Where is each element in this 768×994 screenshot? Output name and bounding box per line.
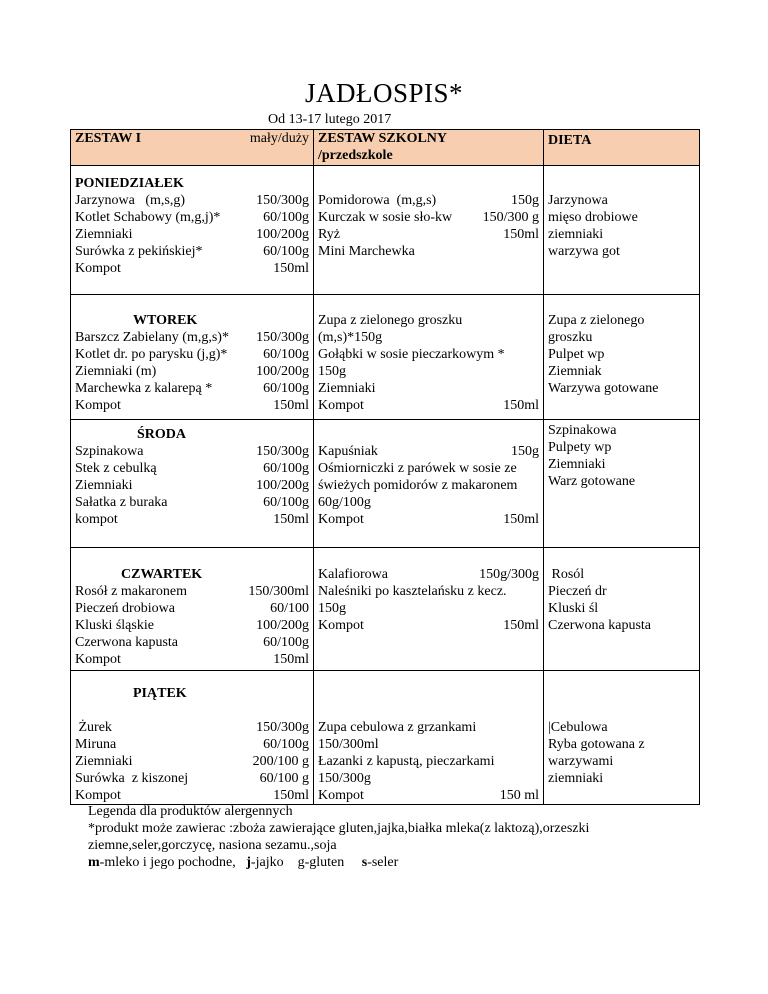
menu-item-name: Ziemniaki (m): [75, 364, 157, 379]
diet-item: ziemniaki: [548, 771, 604, 786]
menu-item-quantity: 60/100: [270, 601, 309, 616]
menu-item-name: Kompot: [318, 788, 364, 803]
szkolny-cell: [314, 295, 544, 420]
menu-item-name: Marchewka z kalarepą *: [75, 381, 213, 396]
szkolny-cell: [314, 671, 544, 805]
header-sizes: mały/duży: [249, 131, 309, 146]
legend-line-3: ziemne,seler,gorczycę, nasiona sezamu.,soja: [88, 838, 337, 853]
menu-item: [75, 243, 309, 260]
menu-item-quantity: 150g: [511, 444, 539, 459]
header-zestaw1-label: ZESTAW I: [75, 131, 142, 146]
menu-item: [318, 617, 539, 634]
menu-item-quantity: 150ml: [273, 261, 309, 276]
menu-item: [318, 209, 539, 226]
menu-item: [318, 312, 539, 329]
allergen-legend: [88, 803, 728, 871]
menu-item-quantity: 150ml: [503, 512, 539, 527]
diet-item: warzywa got: [548, 244, 620, 259]
diet-item: |Cebulowa: [548, 720, 608, 735]
menu-item-name: Ziemniaki: [75, 754, 133, 769]
menu-item-quantity: 150ml: [503, 227, 539, 242]
day-name: CZWARTEK: [121, 567, 203, 582]
menu-item-name: Miruna: [75, 737, 117, 752]
menu-item: [75, 651, 309, 668]
menu-item-name: Stek z cebulką: [75, 461, 157, 476]
menu-item-name: Kompot: [75, 788, 121, 803]
date-range: Od 13-17 lutego 2017: [268, 112, 392, 127]
menu-item-name: Kalafiorowa: [318, 567, 388, 582]
menu-item: [318, 346, 539, 363]
menu-item: [75, 494, 309, 511]
diet-item: Pulpety wp: [548, 440, 612, 455]
menu-item-name: Kotlet Schabowy (m,g,j)*: [75, 210, 221, 225]
legend-key-m: m: [88, 855, 100, 870]
menu-item-name: Naleśniki po kasztelańsku z kecz.: [318, 584, 507, 599]
menu-item-name: Kompot: [75, 261, 121, 276]
menu-item: [75, 787, 309, 804]
day-row: [71, 420, 700, 548]
menu-item-quantity: 200/100 g: [252, 754, 309, 769]
menu-item: [318, 494, 539, 511]
menu-item: [75, 226, 309, 243]
header-row: [71, 130, 700, 166]
menu-item-quantity: 150/300g: [256, 444, 309, 459]
menu-item-quantity: 60/100g: [263, 244, 309, 259]
menu-item-name: Surówka z pekińskiej*: [75, 244, 203, 259]
menu-item-quantity: 150g: [511, 193, 539, 208]
menu-item: [318, 736, 539, 753]
diet-item: ziemniaki: [548, 227, 604, 242]
menu-item-name: Jarzynowa (m,s,g): [75, 193, 186, 208]
zestaw1-cell: [71, 548, 314, 671]
menu-item-quantity: 150ml: [273, 652, 309, 667]
header-szkolny: [314, 130, 544, 166]
szkolny-cell: [314, 420, 544, 548]
diet-item: groszku: [548, 330, 593, 345]
menu-item-name: Pomidorowa (m,g,s): [318, 193, 437, 208]
menu-item: [318, 243, 539, 260]
menu-item-name: 150/300g: [318, 771, 371, 786]
menu-item: [75, 477, 309, 494]
diet-item: Czerwona kapusta: [548, 618, 652, 633]
legend-text-m: -mleko i jego pochodne,: [99, 855, 236, 870]
menu-item-name: Szpinakowa: [75, 444, 144, 459]
day-name: PIĄTEK: [133, 686, 187, 701]
zestaw1-cell: [71, 295, 314, 420]
menu-item: [318, 397, 539, 414]
menu-item-name: Mini Marchewka: [318, 244, 415, 259]
legend-line-2: *produkt może zawierac :zboża zawierające gluten,jajka,białka mleka(z laktozą),orzeszki: [88, 821, 590, 836]
diet-item: Ziemniaki: [548, 457, 606, 472]
menu-item: [318, 719, 539, 736]
menu-item-quantity: 150ml: [273, 788, 309, 803]
menu-item-quantity: 150ml: [273, 512, 309, 527]
menu-item: [75, 511, 309, 528]
menu-item-name: Łazanki z kapustą, pieczarkami: [318, 754, 495, 769]
diet-item: Zupa z zielonego: [548, 313, 645, 328]
menu-item: [75, 634, 309, 651]
menu-item: [75, 719, 309, 736]
spacer: [75, 702, 309, 719]
zestaw1-cell: [71, 166, 314, 295]
legend-keys: [88, 854, 728, 871]
menu-item-name: 150g: [318, 364, 346, 379]
menu-item-name: Kompot: [318, 512, 364, 527]
menu-item: [318, 600, 539, 617]
zestaw1-cell: [71, 420, 314, 548]
header-zestaw1: [71, 130, 314, 166]
menu-item: [75, 460, 309, 477]
menu-item: [318, 460, 539, 477]
menu-item-name: Ośmiorniczki z parówek w sosie ze: [318, 461, 517, 476]
legend-key-j: j: [246, 855, 251, 870]
szkolny-cell: [314, 548, 544, 671]
diet-item: mięso drobiowe: [548, 210, 638, 225]
diet-item: Ryba gotowana z: [548, 737, 645, 752]
menu-item-quantity: 100/200g: [256, 618, 309, 633]
menu-item-name: Kapuśniak: [318, 444, 378, 459]
day-name: PONIEDZIAŁEK: [75, 176, 184, 191]
menu-item: [318, 226, 539, 243]
diet-item: Szpinakowa: [548, 423, 617, 438]
menu-item-quantity: 150/300g: [256, 720, 309, 735]
day-name: ŚRODA: [137, 427, 187, 442]
menu-item-quantity: 60/100g: [263, 635, 309, 650]
menu-item-name: Pieczeń drobiowa: [75, 601, 175, 616]
legend-key-s: s: [361, 855, 368, 870]
menu-item: [318, 511, 539, 528]
menu-item: [318, 363, 539, 380]
menu-item-name: Kompot: [318, 398, 364, 413]
menu-item-name: Kompot: [318, 618, 364, 633]
menu-item-quantity: 60/100g: [263, 381, 309, 396]
day-row: [71, 548, 700, 671]
menu-item: [75, 753, 309, 770]
menu-item: [75, 346, 309, 363]
menu-item-name: Gołąbki w sosie pieczarkowym *: [318, 347, 505, 362]
menu-item-name: 150g: [318, 601, 346, 616]
menu-item-name: Ziemniaki: [75, 227, 133, 242]
header-szkolny-line2: /przedszkole: [318, 148, 393, 163]
legend-text-s: -seler: [367, 855, 399, 870]
menu-item-quantity: 60/100g: [263, 737, 309, 752]
dieta-cell: [544, 671, 700, 805]
menu-item-quantity: 150/300g: [256, 330, 309, 345]
menu-item-name: 150/300ml: [318, 737, 379, 752]
menu-item: [75, 770, 309, 787]
menu-item-quantity: 150g/300g: [479, 567, 539, 582]
menu-item: [75, 329, 309, 346]
menu-item-quantity: 60/100g: [263, 347, 309, 362]
diet-item: Kluski śl: [548, 601, 599, 616]
menu-item-quantity: 100/200g: [256, 364, 309, 379]
diet-item: Jarzynowa: [548, 193, 608, 208]
menu-table: [70, 129, 700, 805]
legend-title: Legenda dla produktów alergennych: [88, 804, 293, 819]
menu-item-name: Rosół z makaronem: [75, 584, 187, 599]
menu-item-quantity: 150/300 g: [482, 210, 539, 225]
menu-item: [318, 329, 539, 346]
dieta-cell: [544, 295, 700, 420]
menu-item-name: Ryż: [318, 227, 340, 242]
menu-item: [318, 443, 539, 460]
menu-item-name: Kluski śląskie: [75, 618, 154, 633]
menu-item-name: Ziemniaki: [318, 381, 376, 396]
menu-item: [75, 380, 309, 397]
menu-item: [318, 380, 539, 397]
menu-item-quantity: 60/100 g: [259, 771, 309, 786]
menu-item-quantity: 150/300g: [256, 193, 309, 208]
menu-item-quantity: 100/200g: [256, 227, 309, 242]
menu-item-quantity: 60/100g: [263, 461, 309, 476]
menu-item-name: Sałatka z buraka: [75, 495, 168, 510]
menu-item-quantity: 150/300ml: [248, 584, 309, 599]
menu-item-name: Zupa z zielonego groszku: [318, 313, 463, 328]
diet-item: Warz gotowane: [548, 474, 636, 489]
header-dieta-label: DIETA: [548, 133, 592, 148]
dieta-cell: [544, 166, 700, 295]
menu-item-name: Żurek: [75, 720, 112, 735]
menu-item: [75, 736, 309, 753]
menu-item-name: Kompot: [75, 652, 121, 667]
menu-item-name: Surówka z kiszonej: [75, 771, 189, 786]
header-szkolny-line1: ZESTAW SZKOLNY: [318, 131, 448, 146]
szkolny-cell: [314, 166, 544, 295]
day-row: [71, 166, 700, 295]
menu-item-name: Ziemniaki: [75, 478, 133, 493]
day-row: [71, 671, 700, 805]
menu-item: [318, 566, 539, 583]
zestaw1-cell: [71, 671, 314, 805]
menu-item: [318, 753, 539, 770]
menu-item-quantity: 100/200g: [256, 478, 309, 493]
diet-item: Pieczeń dr: [548, 584, 607, 599]
menu-item: [75, 363, 309, 380]
menu-item-name: Czerwona kapusta: [75, 635, 179, 650]
menu-item-quantity: 150 ml: [499, 788, 539, 803]
menu-item-name: kompot: [75, 512, 118, 527]
day-row: [71, 295, 700, 420]
dieta-cell: [544, 420, 700, 548]
menu-item-name: Kurczak w sosie sło-kw: [318, 210, 453, 225]
menu-item: [75, 443, 309, 460]
menu-item-name: (m,s)*150g: [318, 330, 383, 345]
menu-item-quantity: 150ml: [503, 618, 539, 633]
menu-item: [318, 770, 539, 787]
diet-item: Pulpet wp: [548, 347, 605, 362]
menu-item: [318, 787, 539, 804]
menu-item-quantity: 150ml: [273, 398, 309, 413]
header-dieta: [544, 130, 700, 166]
menu-item: [75, 209, 309, 226]
dieta-cell: [544, 548, 700, 671]
diet-item: Warzywa gotowane: [548, 381, 659, 396]
menu-item-name: świeżych pomidorów z makaronem: [318, 478, 518, 493]
menu-item: [318, 477, 539, 494]
menu-item-name: 60g/100g: [318, 495, 371, 510]
menu-item: [75, 600, 309, 617]
menu-item-name: Kompot: [75, 398, 121, 413]
diet-item: Rosól: [548, 567, 585, 582]
menu-item: [75, 397, 309, 414]
legend-text-j: -jajko: [250, 855, 284, 870]
menu-item-name: Kotlet dr. po parysku (j,g)*: [75, 347, 228, 362]
menu-item: [75, 192, 309, 209]
menu-item: [75, 583, 309, 600]
menu-item-name: Zupa cebulowa z grzankami: [318, 720, 477, 735]
diet-item: Ziemniak: [548, 364, 602, 379]
menu-item-quantity: 60/100g: [263, 210, 309, 225]
legend-text-g: g-gluten: [297, 855, 345, 870]
menu-item: [318, 192, 539, 209]
day-name: WTOREK: [133, 313, 198, 328]
menu-item: [75, 260, 309, 277]
page-title: JADŁOSPIS*: [304, 78, 464, 108]
menu-item-name: Barszcz Zabielany (m,g,s)*: [75, 330, 229, 345]
menu-item: [75, 617, 309, 634]
menu-item: [318, 583, 539, 600]
menu-item-quantity: 60/100g: [263, 495, 309, 510]
diet-item: warzywami: [548, 754, 614, 769]
menu-item-quantity: 150ml: [503, 398, 539, 413]
